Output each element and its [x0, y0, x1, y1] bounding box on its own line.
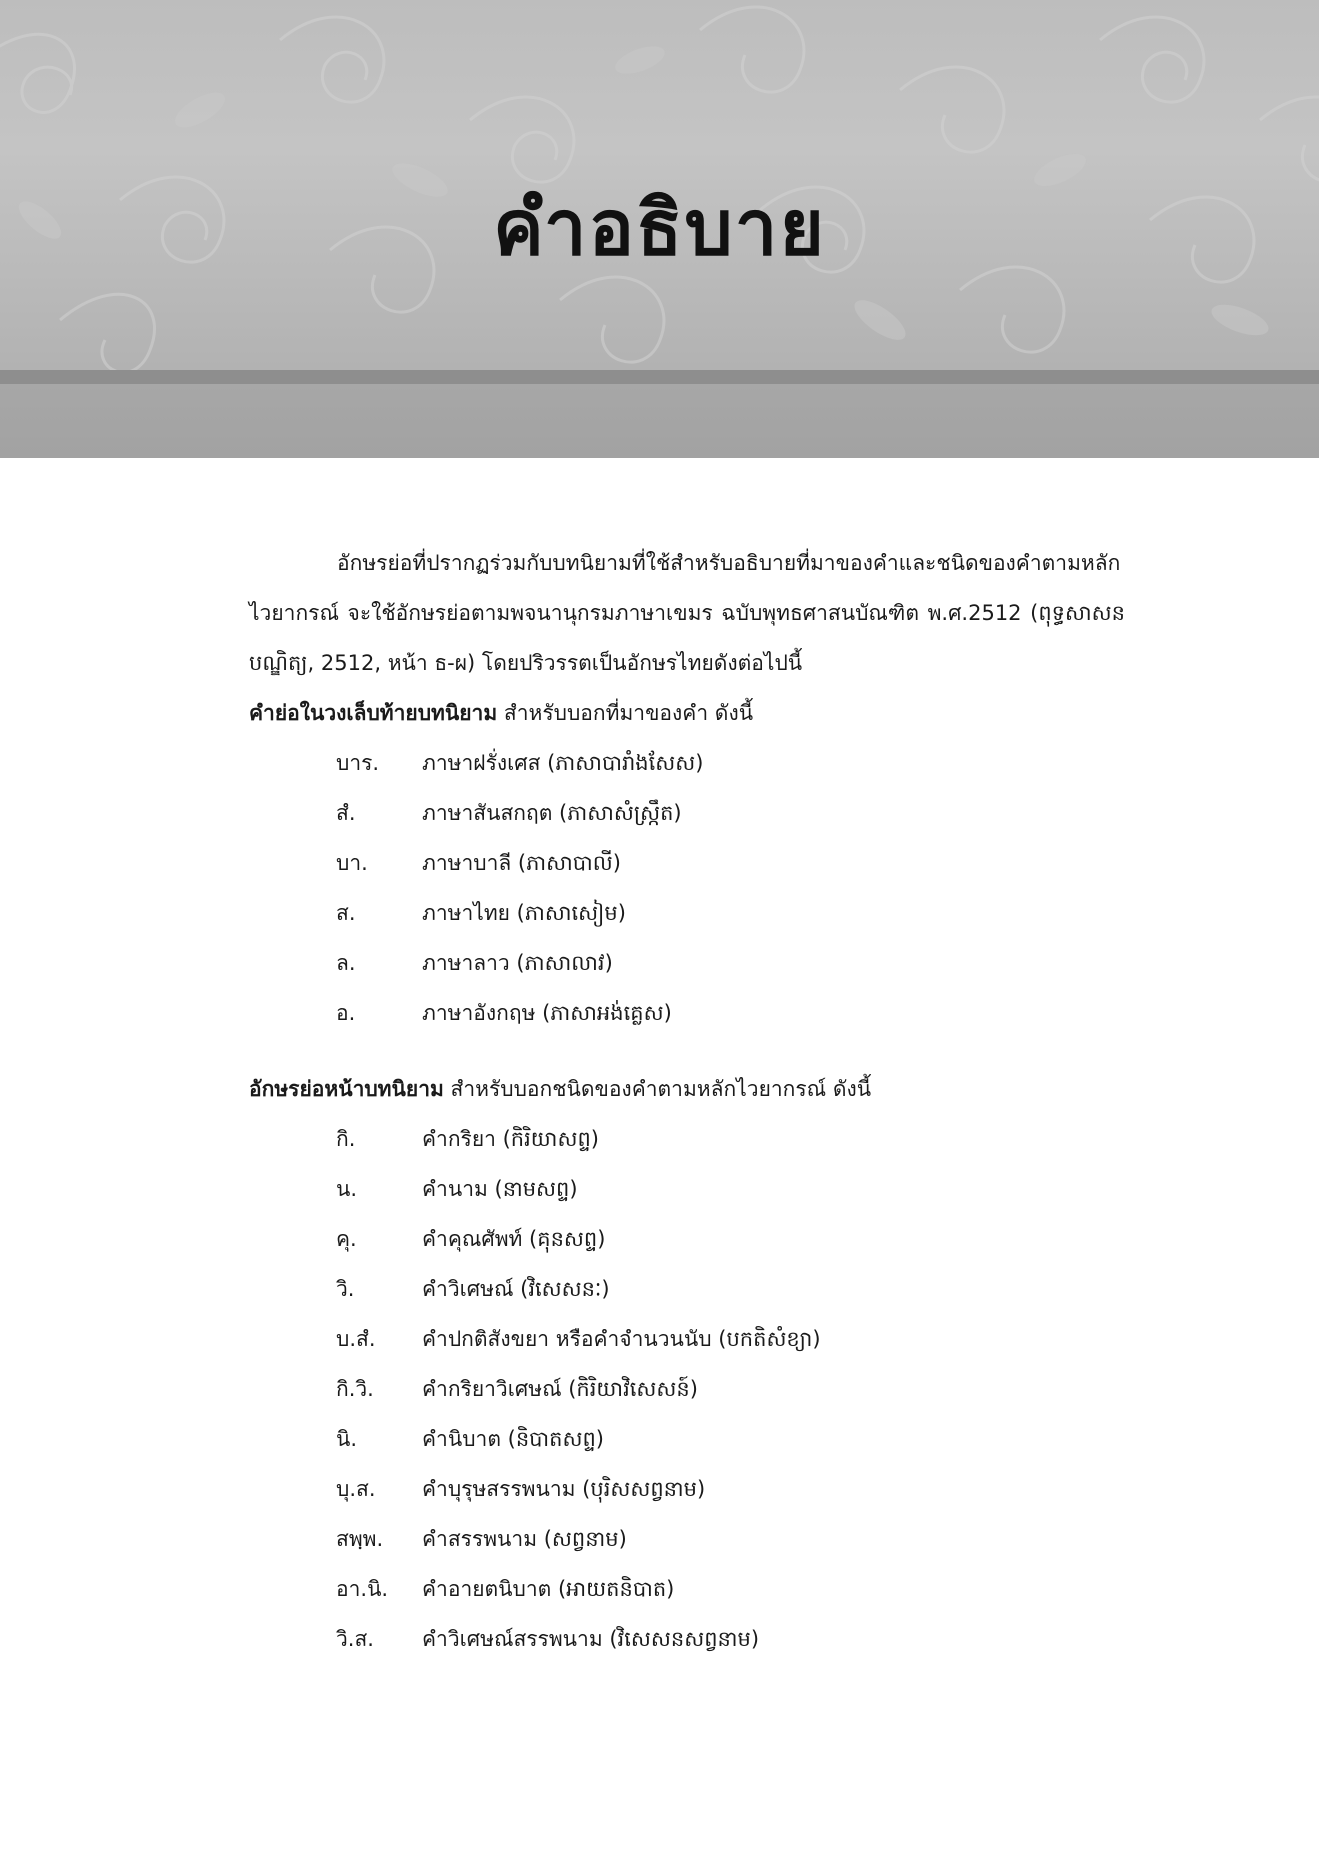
abbreviation-meaning: คำบุรุษสรรพนาม (បុរិសសព្វនាម) — [422, 1477, 706, 1501]
list-item — [249, 1364, 1125, 1414]
list-item — [249, 938, 1125, 988]
origin-heading-rest: สำหรับบอกที่มาของคำ ดังนี้ — [497, 701, 754, 725]
abbreviation-meaning: คำนาม (នាមសព្ទ) — [422, 1177, 578, 1201]
abbreviation-meaning: คำนิบาต (និបាតសព្ទ) — [422, 1427, 604, 1451]
document-body — [249, 538, 1125, 1664]
abbreviation: บุ.ส. — [336, 1477, 376, 1501]
abbreviation-meaning: ภาษาบาลี (ភាសាបាលី) — [422, 851, 621, 875]
list-item — [249, 888, 1125, 938]
abbreviation: อา.นิ. — [336, 1577, 389, 1601]
header-banner — [0, 0, 1319, 458]
abbreviation-meaning: คำวิเศษณ์ (វិសេសនៈ) — [422, 1277, 610, 1301]
abbreviation-meaning: ภาษาสันสกฤต (ភាសាសំស្ក្រឹត) — [422, 801, 682, 825]
pos-heading-bold: อักษรย่อหน้าบทนิยาม — [249, 1077, 444, 1101]
list-item — [249, 788, 1125, 838]
abbreviation: คุ. — [336, 1227, 357, 1251]
list-item — [249, 1514, 1125, 1564]
abbreviation: กิ.วิ. — [336, 1377, 374, 1401]
abbreviation: บา. — [336, 851, 368, 875]
list-item — [249, 1464, 1125, 1514]
origin-abbreviation-list — [249, 738, 1125, 1038]
list-item — [249, 1214, 1125, 1264]
abbreviation-meaning: ภาษาไทย (ភាសាសៀម) — [422, 901, 626, 925]
intro-paragraph: อักษรย่อที่ปรากฏร่วมกับบทนิยามที่ใช้สำหรับอธิบายที่มาของคำและชนิดของคำตามหลักไวยากรณ์ จะใช้อักษรย่อตามพจนานุกรมภาษาเขมร ฉบับพุทธศาสนบัณฑิต พ.ศ.2512 (ពុទ្ធសាសនបណ្ឌិត្យ, 2512, หน้า ธ-ผ) โดยปริวรรตเป็นอักษรไทยดังต่อไปนี้ — [249, 551, 1125, 675]
list-item — [249, 1164, 1125, 1214]
abbreviation-meaning: ภาษาลาว (ភាសាលាវ) — [422, 951, 613, 975]
abbreviation: กิ. — [336, 1127, 356, 1151]
abbreviation-meaning: คำปกติสังขยา หรือคำจำนวนนับ (បកតិសំខ្យា) — [422, 1327, 821, 1351]
abbreviation-meaning: ภาษาฝรั่งเศส (ភាសាបារាំងសែស) — [422, 751, 704, 775]
origin-heading-bold: คำย่อในวงเล็บท้ายบทนิยาม — [249, 701, 498, 725]
abbreviation: ล. — [336, 951, 356, 975]
abbreviation: น. — [336, 1177, 358, 1201]
abbreviation: นิ. — [336, 1427, 358, 1451]
list-item — [249, 738, 1125, 788]
banner-footer-band — [0, 384, 1319, 458]
origin-section-heading — [249, 688, 1125, 738]
pos-abbreviation-list — [249, 1114, 1125, 1664]
section-spacer — [249, 1038, 1125, 1064]
abbreviation: ส. — [336, 901, 356, 925]
abbreviation-meaning: คำอายตนิบาต (អាយតនិបាត) — [422, 1577, 675, 1601]
abbreviation-meaning: ภาษาอังกฤษ (ភាសាអង់គ្លេស) — [422, 1001, 672, 1025]
abbreviation: บาร. — [336, 751, 380, 775]
list-item — [249, 988, 1125, 1038]
abbreviation: บ.สํ. — [336, 1327, 376, 1351]
list-item — [249, 1564, 1125, 1614]
abbreviation: อ. — [336, 1001, 356, 1025]
abbreviation: วิ. — [336, 1277, 355, 1301]
pos-section-heading — [249, 1064, 1125, 1114]
abbreviation: สํ. — [336, 801, 356, 825]
list-item — [249, 1264, 1125, 1314]
list-item — [249, 1614, 1125, 1664]
pos-heading-rest: สำหรับบอกชนิดของคำตามหลักไวยากรณ์ ดังนี้ — [443, 1077, 872, 1101]
abbreviation-meaning: คำกริยา (កិរិយាសព្ទ) — [422, 1127, 599, 1151]
abbreviation-meaning: คำสรรพนาม (សព្វនាម) — [422, 1527, 627, 1551]
list-item — [249, 1314, 1125, 1364]
list-item — [249, 838, 1125, 888]
abbreviation: วิ.ส. — [336, 1627, 374, 1651]
list-item — [249, 1414, 1125, 1464]
abbreviation: สพฺพ. — [336, 1527, 384, 1551]
banner-divider — [0, 370, 1319, 384]
page-title: คำอธิบาย — [493, 183, 826, 272]
list-item — [249, 1114, 1125, 1164]
abbreviation-meaning: คำวิเศษณ์สรรพนาม (វិសេសនសព្វនាម) — [422, 1627, 760, 1651]
abbreviation-meaning: คำกริยาวิเศษณ์ (កិរិយាវិសេសន៍) — [422, 1377, 698, 1401]
abbreviation-meaning: คำคุณศัพท์ (គុនសព្ទ) — [422, 1227, 606, 1251]
